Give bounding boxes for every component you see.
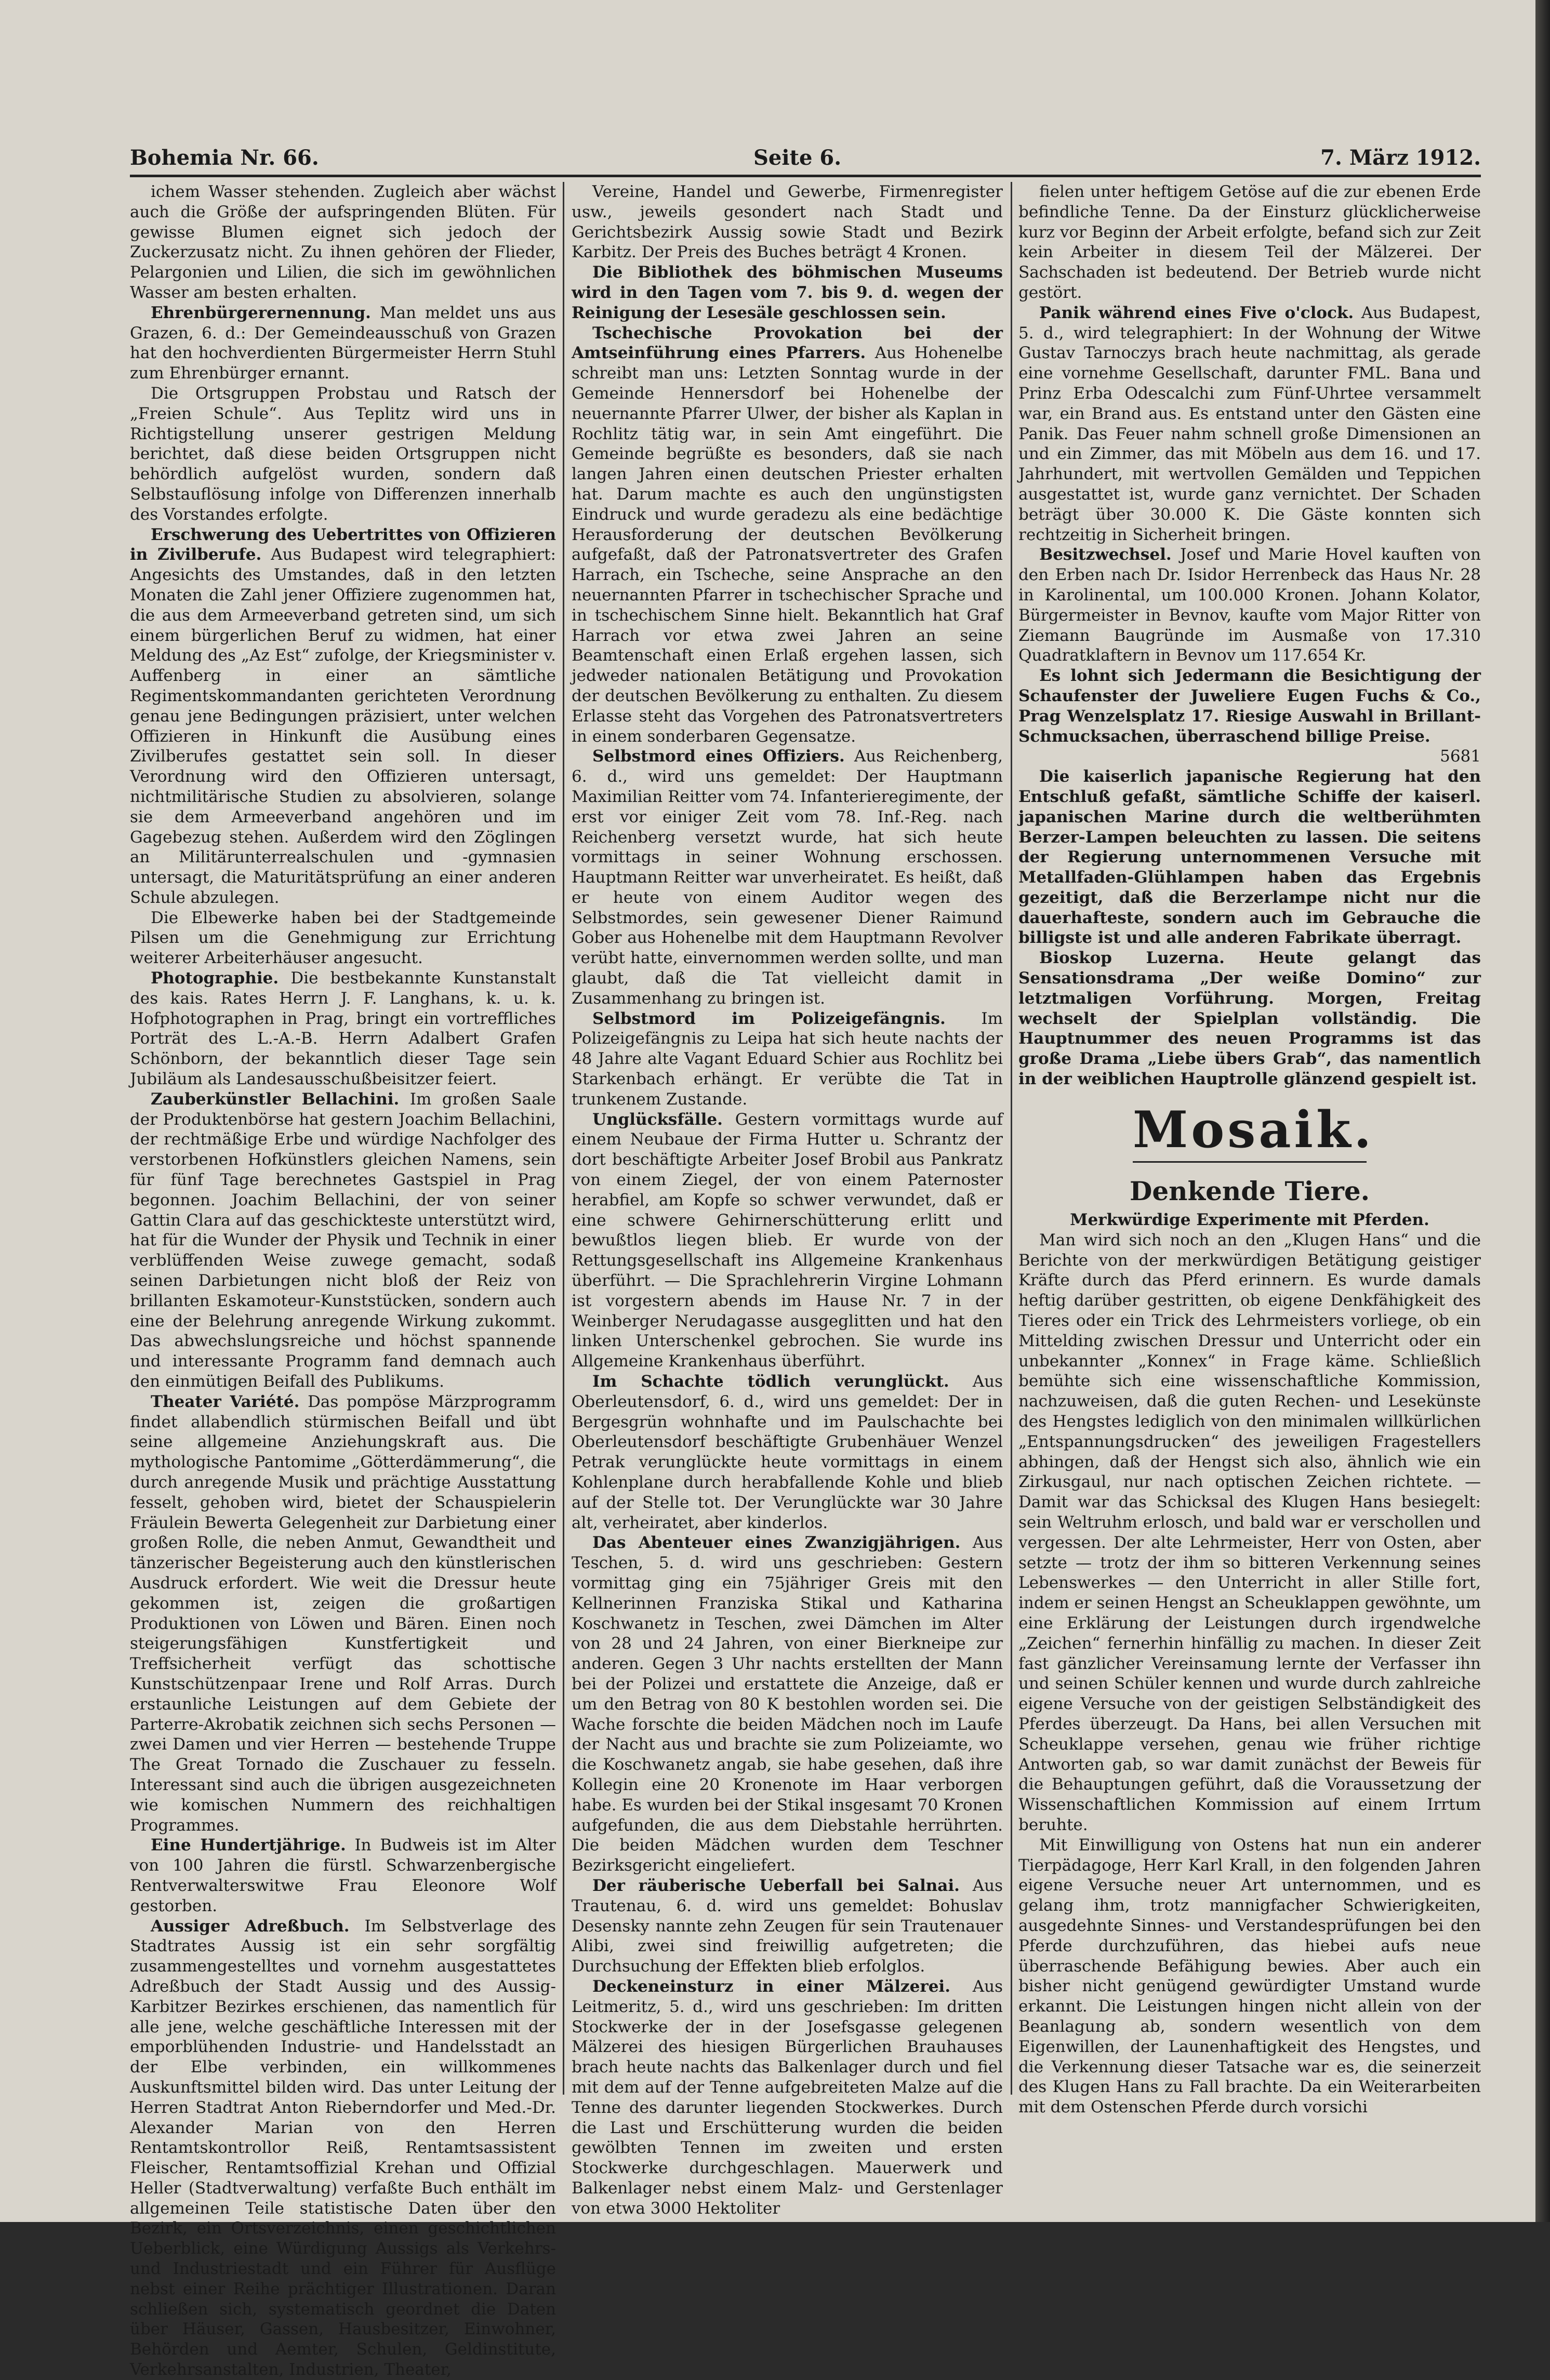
article-text: Aus Reichenberg, 6. d., wird uns gemeldet: Der Hauptmann Maximilian Reitter vom 74. Infanterieregimente, der erst vor einiger Zeit vom 78. Inf.-Reg. nach Reichenberg versetzt wurde, hat sich heute vormittags in seiner Wohnung erschossen. Hauptmann Reitter war unverheiratet. Es heißt, daß er heute von einem Auditor wegen des Selbstmordes, sein gewesener Diener Raimund Gober aus Hohenelbe mit dem Hauptmann Revolver verübt hatte, einvernommen werden sollte, und man glaubt, daß die Tat vielleicht damit in Zusammenhang zu bringen ist. [572, 747, 1003, 1008]
article-heading: Der räuberische Ueberfall bei Salnai. [592, 1876, 960, 1895]
notice: Die Bibliothek des böhmischen Museums wird in den Tagen vom 7. bis 9. d. wegen der Reinigung der Lesesäle geschlossen sein. [572, 263, 1003, 322]
article-text: fielen unter heftigem Getöse auf die zur ebenen Erde befindliche Tenne. Da der Einsturz glücklicherweise kurz vor Beginn der Arbeit erfolgte, befand sich zur Zeit kein Arbeiter in diesem Teil der Mälzerei. Der Sachschaden ist bedeutend. Der Betrieb wurde nicht gestört. [1018, 182, 1481, 302]
article-text: ichem Wasser stehenden. Zugleich aber wächst auch die Größe der aufspringenden Blüten. Für gewisse Blumen eignet sich jedoch der Zuckerzusatz nicht. Zu ihnen gehören der Flieder, Pelargonien und Lilien, die sich im gewöhnlichen Wasser am besten erhalten. [130, 182, 556, 302]
article-text: Im Polizeigefängnis zu Leipa hat sich heute nachts der 48 Jahre alte Vagant Eduard Schier aus Rochlitz bei Starkenbach erhängt. Er verübte die Tat in trunkenem Zustande. [572, 1009, 1003, 1109]
article-text: Im großen Saale der Produktenbörse hat gestern Joachim Bellachini, der rechtmäßige Erbe und würdige Nachfolger des verstorbenen Hofkünstlers gleichen Namens, sein für fünf Tage berechnetes Gastspiel in Prag begonnen. Joachim Bellachini, der von seiner Gattin Clara auf das geschickteste unterstützt wird, hat für die Wunder der Physik und Technik in einer verblüffenden Weise zuwege gemacht, sodaß seinen Darbietungen nicht bloß der Reiz von brillanten Eskamoteur-Kunststücken, sondern auch eine der Belehrung anregende Wirkung zukommt. Das abwechslungsreiche und höchst spannende und interessante Programm fand demnach auch den einmütigen Beifall des Publikums. [130, 1089, 556, 1391]
article-text: In Budweis ist im Alter von 100 Jahren die fürstl. Schwarzenbergische Rentverwalterswitwe Frau Eleonore Wolf gestorben. [130, 1836, 556, 1915]
article-heading: Selbstmord im Polizeigefängnis. [592, 1009, 946, 1028]
column-2 [572, 182, 1003, 2218]
column-rule-1 [563, 182, 564, 2095]
article-text: Aus Budapest wird telegraphiert: Angesichts des Umstandes, daß in den letzten Monaten die Zahl jener Offiziere zugenommen hat, die aus dem Armeeverband getreten sind, um sich einem bürgerlichen Beruf zu widmen, hat einer Meldung des „Az Est“ zufolge, der Kriegsminister v. Auffenberg in einer an sämtliche Regimentskommandanten gerichteten Verordnung genau jene Bedingungen präzisiert, unter welchen Offizieren in Hinkunft die Ausübung eines Zivilberufes gestattet sein soll. In dieser Verordnung wird den Offizieren untersagt, nichtmilitärische Studien zu absolvieren, solange sie dem Armeeverband angehören und im Gagebezug stehen. Außerdem wird den Zöglingen an Militärunterrealschulen und -gymnasien untersagt, die Maturitätsprüfung an einer anderen Schule abzulegen. [130, 545, 556, 907]
article-heading: Deckeneinsturz in einer Mälzerei. [592, 1977, 951, 1996]
feature-text: Mit Einwilligung von Ostens hat nun ein anderer Tierpädagoge, Herr Karl Krall, in den folgenden Jahren eigene Versuche neuer Art unternommen, und es gelang ihm, trotz mannigfacher Schwierigkeiten, ausgedehnte Sinnes- und Verstandesprüfungen bei den Pferde durchzuführen, das hiebei aufs neue überraschende Befähigung bewies. Aber auch ein bisher nicht genügend gewürdigter Umstand wurde erkannt. Die Leistungen hingen nicht allein von der Beanlagung ab, sondern wesentlich von dem Eigenwillen, der Launenhaftigkeit des Hengstes, und die Verkennung dieser Tatsache war es, die seinerzeit des Klugen Hans zu Fall brachte. Da ein Weiterarbeiten mit dem Ostenschen Pferde durch vorsichi [1018, 1835, 1481, 2117]
article-heading: Das Abenteuer eines Zwanzigjährigen. [592, 1533, 961, 1553]
article [572, 1533, 1003, 1876]
feature-text: Man wird sich noch an den „Klugen Hans“ und die Berichte von der merkwürdigen Betätigung geistiger Kräfte durch das Pferd erinnern. Es wurde damals heftig darüber gestritten, ob eigene Denkfähigkeit des Tieres oder ein Trick des Lehrmeisters vorliege, ob ein Mittelding zwischen Dressur und Unterricht oder ein unbekannter „Konnex“ in Frage käme. Schließlich bemühte sich eine wissenschaftliche Kommission, nachzuweisen, daß die guten Rechen- und Lesekünste des Hengstes lediglich von den minimalen willkürlichen „Entspannungsdrucken“ des jeweiligen Fragestellers abhingen, daß der Hengst sich also, ähnlich wie ein Zirkusgaul, nur nach optischen Zeichen richtete. — Damit war das Schicksal des Klugen Hans besiegelt: sein Weltruhm erlosch, und bald war er verschollen und vergessen. Der alte Lehrmeister, Herr von Osten, aber setzte — trotz der ihm so bitteren Verkennung seines Lebenswerkes — den Unterricht in aller Stille fort, indem er seinen Hengst an Scheuklappen gewöhnte, um eine Erklärung der Leistungen durch irgendwelche „Zeichen“ fernerhin hinfällig zu machen. In dieser Zeit fast gänzlicher Vereinsamung lernte der Verfasser ihn und seinen Schüler kennen und wurde durch zahlreiche eigene Versuche von der geistigen Selbständigkeit des Pferdes überzeugt. Da Hans, bei allen Versuchen mit Scheuklappe versehen, genau wie früher richtige Antworten gab, so war damit zunächst der Beweis für die Behauptungen geführt, daß die Voraussetzung der Wissenschaftlichen Kommission auf einem Irrtum beruhte. [1018, 1230, 1481, 1834]
article [130, 1392, 556, 1836]
article [572, 1110, 1003, 1372]
header-rule [130, 175, 1481, 177]
article [130, 303, 556, 384]
article-text: Im Selbstverlage des Stadtrates Aussig ist ein sehr sorgfältig zusammengestelltes und vornehm ausgestattetes Adreßbuch der Stadt Aussig und des Aussig-Karbitzer Bezirkes erschienen, das namentlich für alle jene, welche geschäftliche Interessen mit der emporblühenden Industrie- und Handelsstadt an der Elbe verbinden, ein willkommenes Auskunftsmittel bilden wird. Das unter Leitung der Herren Stadtrat Anton Rieberndorfer und Med.-Dr. Alexander Marian von den Herren Rentamtskontrollor Reiß, Rentamtsassistent Fleischer, Rentamtsoffizial Krehan und Offizial Heller (Stadtverwaltung) verfaßte Buch enthält im allgemeinen Teile statistische Daten über den Bezirk, ein Ortsverzeichnis, einen geschichtlichen Ueberblick, eine Würdigung Aussigs als Verkehrs- und Industriestadt und ein Führer für Ausflüge nebst einer Reihe prächtiger Illustrationen. Daran schließen sich, systematisch geordnet die Daten über Häuser, Gassen, Hausbesitzer, Einwohner, Behörden und Aemter, Schulen, Geldinstitute, Verkehrsanstalten, Industrien, Theater, [130, 1916, 556, 2379]
column-3 [1018, 182, 1481, 2117]
header-date: 7. März 1912. [1320, 146, 1481, 170]
article [130, 968, 556, 1089]
article-text: Die bestbekannte Kunstanstalt des kais. Rates Herrn J. F. Langhans, k. u. k. Hofphotographen in Prag, bringt ein vortreffliches Porträt des L.-A.-B. Herrn Adalbert Grafen Schönborn, der bekanntlich dieser Tage sein Jubiläum als Landesausschußbeisitzer feiert. [130, 969, 556, 1089]
article-text: Aus Trautenau, 6. d. wird uns gemeldet: Bohuslav Desensky nannte zehn Zeugen für sein Trautenauer Alibi, zwei sind freiwillig aufgetreten; die Durchsuchung der Effekten blieb erfolglos. [572, 1876, 1003, 1976]
feature-subtitle: Merkwürdige Experimente mit Pferden. [1070, 1210, 1429, 1229]
article-heading: Zauberkünstler Bellachini. [151, 1089, 400, 1109]
cinema-notice [1018, 948, 1481, 1089]
article [572, 1009, 1003, 1110]
ad-number: 5681 [1440, 747, 1481, 766]
article-heading: Bioskop Luzerna. [1039, 949, 1225, 968]
article [1018, 303, 1481, 545]
article-text: Aus Hohenelbe schreibt man uns: Letzten Sonntag wurde in der Gemeinde Hennersdorf bei Hohenelbe der neuernannte Pfarrer Ulwer, der bisher als Kaplan in Rochlitz tätig war, in sein Amt eingeführt. Die Gemeinde begrüßte es besonders, daß sie nach langen Jahren einen deutschen Priester erhalten hat. Darum machte es auch den ungünstigsten Eindruck und wurde geradezu als eine bedächtige Herausforderung der deutschen Bevölkerung aufgefaßt, daß der Patronatsvertreter des Grafen Harrach, ein Tscheche, seine Ansprache an den neuernannten Pfarrer in tschechischer Sprache und in tschechischem Sinne hielt. Bekanntlich hat Graf Harrach vor etwa zwei Jahren an seine Beamtenschaft einen Erlaß ergehen lassen, sich jedweder nationalen Betätigung und Provokation der deutschen Bevölkerung zu enthalten. Zu diesem Erlasse steht das Vorgehen des Patronatsvertreters in einem sonderbaren Gegensatze. [572, 344, 1003, 746]
article-text: Das pompöse Märzprogramm findet allabendlich stürmischen Beifall und übt seine allgemeine Anziehungskraft aus. Die mythologische Pantomime „Götterdämmerung“, die durch anregende Musik und prächtige Ausstattung fesselt, gehoben wird, bietet der Schauspielerin Fräulein Bewerta Gelegenheit zur Darbietung einer großen Rolle, die neben Anmut, Gewandtheit und tänzerischer Begeisterung auch den künstlerischen Ausdruck erfordert. Wie weit die Dressur heute gekommen ist, zeigen die großartigen Produktionen von Löwen und Bären. Einen noch steigerungsfähigen Kunstfertigkeit und Treffsicherheit verfügt das schottische Kunstschützenpaar Irene und Rolf Arras. Durch erstaunliche Leistungen auf dem Gebiete der Parterre-Akrobatik zeichnen sich sechs Personen — zwei Damen und vier Herren — bestehende Truppe The Great Tornado die Zuschauer zu fesseln. Interessant sind auch die übrigen ausgezeichneten wie komischen Nummern des reichhaltigen Programmes. [130, 1392, 556, 1835]
header-page-number: Seite 6. [753, 146, 842, 170]
article-heading: Unglücksfälle. [592, 1110, 723, 1129]
advertisement: Es lohnt sich Jedermann die Besichtigung der Schaufenster der Juweliere Eugen Fuchs & Co., Prag Wenzelsplatz 17. Riesige Auswahl in Brillant-Schmucksachen, überraschend billige Preise. [1018, 666, 1481, 746]
column-1 [130, 182, 557, 2379]
article-heading: Aussiger Adreßbuch. [151, 1916, 350, 1936]
article-text: Josef und Marie Hovel kauften von den Erben nach Dr. Isidor Herrenbeck das Haus Nr. 28 in Karolinental, um 100.000 Kronen. Johann Kolator, Bürgermeister in Bevnov, kaufte vom Major Ritter von Ziemann Baugründe im Ausmaße von 17.310 Quadratklaftern in Bevnov um 117.654 Kr. [1018, 545, 1481, 665]
article [130, 1089, 556, 1392]
article-text: Aus Budapest, 5. d., wird telegraphiert: In der Wohnung der Witwe Gustav Tarnoczys brach heute nachmittag, als gerade eine vornehme Gesellschaft, darunter FML. Bana und Prinz Erba Odescalchi zum Fünf-Uhrtee versammelt war, ein Brand aus. Es entstand unter den Gästen eine Panik. Das Feuer nahm schnell große Dimensionen an und ein Zimmer, das mit Möbeln aus dem 16. und 17. Jahrhundert, mit wertvollen Gemälden und Teppichen ausgestattet ist, wurde ganz vernichtet. Der Schaden beträgt über 30.000 K. Die Gäste konnten sich rechtzeitig in Sicherheit bringen. [1018, 303, 1481, 544]
article [572, 1876, 1003, 1977]
article [130, 525, 556, 908]
article-heading: Im Schachte tödlich verunglückt. [592, 1372, 949, 1391]
article-text: Gestern vormittags wurde auf einem Neubaue der Firma Hutter u. Schrantz der dort beschäftigte Arbeiter Josef Brobil aus Pankratz von einem Ziegel, der von einem Paternoster herabfiel, am Kopfe so schwer verwundet, daß er eine schwere Gehirnerschütterung erlitt und bewußtlos liegen blieb. Er wurde von der Rettungsgesellschaft ins Allgemeine Krankenhaus überführt. — Die Sprachlehrerin Virgine Lohmann ist vorgestern abends im Hause Nr. 7 in der Weinberger Nerudagasse ausgeglitten und hat den linken Unterschenkel gebrochen. Sie wurde ins Allgemeine Krankenhaus überführt. [572, 1110, 1003, 1371]
article-text: Aus Leitmeritz, 5. d., wird uns geschrieben: Im dritten Stockwerke der in der Josefsgasse gelegenen Mälzerei des hiesigen Bürgerlichen Brauhauses brach heute nachts das Balkenlager durch und fiel mit dem auf der Tenne aufgebreiteten Malze auf die Tenne des darunter liegenden Stockwerkes. Durch die Last und Erschütterung wurden die beiden gewölbten Tennen im zweiten und ersten Stockwerke durchgeschlagen. Mauerwerk und Balkenlager nebst einem Malz- und Gerstenlager von etwa 3000 Hektoliter [572, 1977, 1003, 2218]
article [1018, 545, 1481, 666]
article [572, 1977, 1003, 2219]
article-heading: Photographie. [151, 969, 279, 988]
article-text: Aus Teschen, 5. d. wird uns geschrieben: Gestern vormittag ging ein 75jähriger Greis mit den Kellnerinnen Franziska Stikal und Katharina Koschwanetz in Teschen, zwei Dämchen im Alter von 28 und 24 Jahren, von einer Bierkneipe zur anderen. Gegen 3 Uhr nachts erstellten der Mann bei der Polizei und erstattete die Anzeige, daß er um den Betrag von 80 K bestohlen worden sei. Die Wache forschte die beiden Mädchen noch im Laufe der Nacht aus und brachte sie zum Polizeiamte, wo die Koschwanetz angab, sie habe gesehen, daß ihre Kollegin eine 20 Kronenote im Haar verborgen habe. Es wurden bei der Stikal insgesamt 70 Kronen aufgefunden, die aus dem Diebstahle herrührten. Die beiden Mädchen wurden dem Teschner Bezirksgericht eingeliefert. [572, 1533, 1003, 1875]
article-heading: Eine Hundertjährige. [151, 1836, 346, 1855]
article-text: Heute gelangt das Sensationsdrama „Der weiße Domino“ zur letztmaligen Vorführung. Morgen, Freitag wechselt der Spielplan vollständig. Die Hauptnummer des neuen Programms ist das große Drama „Liebe übers Grab“, das namentlich in der weiblichen Hauptrolle glänzend gespielt ist. [1018, 949, 1481, 1089]
article-heading: Tschechische Provokation bei der Amtseinführung eines Pfarrers. [572, 323, 1003, 363]
article [572, 746, 1003, 1008]
page-edge-shadow [1535, 0, 1550, 2222]
feuilleton-section [1018, 1099, 1481, 1230]
article-heading: Panik während eines Five o'clock. [1039, 303, 1354, 322]
article-heading: Besitzwechsel. [1039, 545, 1172, 564]
article [572, 323, 1003, 747]
column-rule-2 [1011, 182, 1012, 2095]
article-heading: Selbstmord eines Offiziers. [592, 747, 845, 766]
article [130, 1835, 556, 1916]
article-text: Man meldet uns aus Grazen, 6. d.: Der Gemeindeausschuß von Grazen hat den hochverdienten Bürgermeister Herrn Stuhl zum Ehrenbürger ernannt. [130, 303, 557, 383]
article-text: Die Elbewerke haben bei der Stadtgemeinde Pilsen um die Genehmigung zur Errichtung weiterer Arbeiterhäuser angesucht. [130, 908, 556, 968]
article-text: Vereine, Handel und Gewerbe, Firmenregister usw., jeweils gesondert nach Stadt und Gerichtsbezirk Aussig sowie Stadt und Bezirk Karbitz. Der Preis des Buches beträgt 4 Kronen. [572, 182, 1003, 262]
article-heading: Ehrenbürgerernennung. [151, 303, 371, 322]
article-heading: Theater Variété. [151, 1392, 300, 1411]
article-heading: Erschwerung des Uebertrittes von Offizieren in Zivilberufe. [130, 525, 556, 564]
feature-title: Denkende Tiere. [1129, 1175, 1370, 1206]
advertisement: Die kaiserlich japanische Regierung hat den Entschluß gefaßt, sämtliche Schiffe der kaiserl. japanischen Marine durch die weltberühmten Berzer-Lampen beleuchten zu lassen. Die seitens der Regierung unternommenen Versuche mit Metallfaden-Glühlampen haben das Ergebnis gezeitigt, daß die Berzerlampe nicht nur die dauerhafteste, sondern auch im Gebrauche die billigste ist und alle anderen Fabrikate überragt. [1018, 767, 1481, 948]
article [572, 1372, 1003, 1533]
article [130, 1916, 556, 2380]
page-header [130, 146, 1481, 177]
article-text: Die Ortsgruppen Probstau und Ratsch der „Freien Schule“. Aus Teplitz wird uns in Richtigstellung unserer gestrigen Meldung berichtet, daß diese beiden Ortsgruppen nicht behördlich aufgelöst wurden, sondern daß Selbstauflösung infolge von Differenzen innerhalb des Vorstandes erfolgte. [130, 384, 556, 524]
article-text: Aus Oberleutensdorf, 6. d., wird uns gemeldet: Der in Bergesgrün wohnhafte und im Paulschachte bei Oberleutensdorf beschäftigte Grubenhäuer Wenzel Petrak verunglückte heute vormittags in einem Kohlenplane durch herabfallende Kohle und blieb auf der Stelle tot. Der Verunglückte war 30 Jahre alt, verheiratet, aber kinderlos. [572, 1372, 1003, 1532]
header-issue: Bohemia Nr. 66. [130, 146, 319, 170]
section-title: Mosaik. [1133, 1099, 1367, 1163]
